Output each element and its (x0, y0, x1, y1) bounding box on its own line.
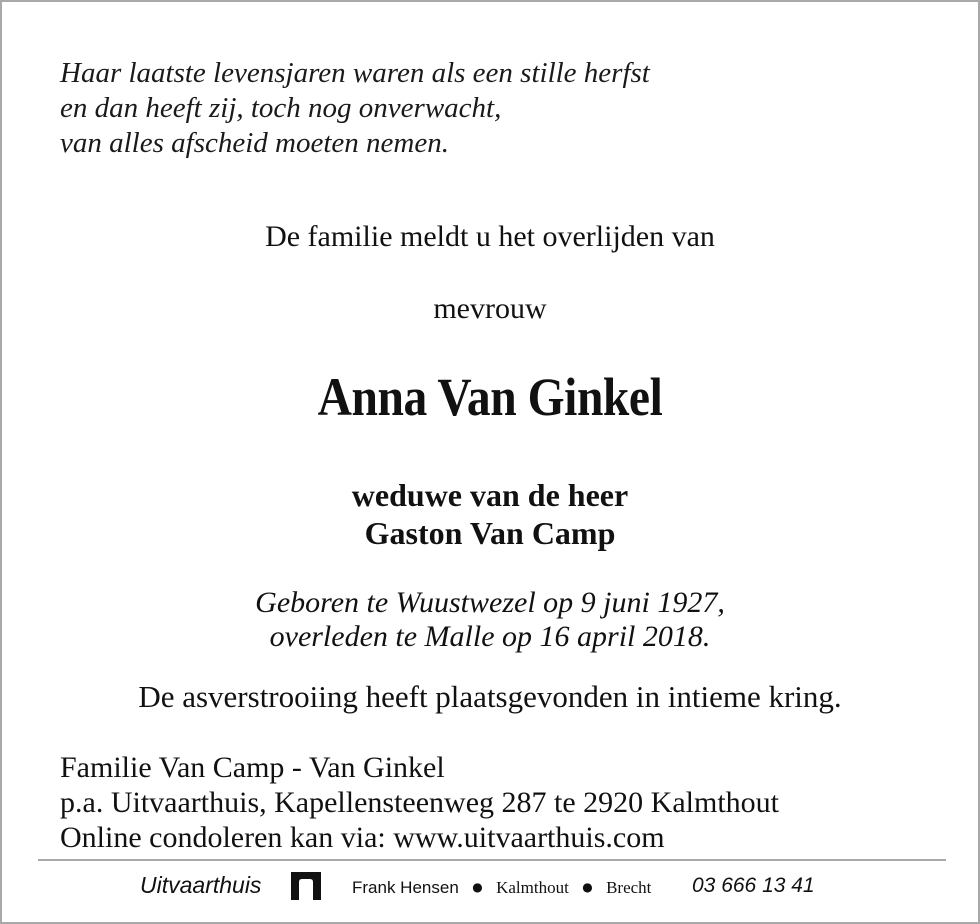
separator-dot-icon: ● (582, 880, 593, 894)
family-name: Familie Van Camp - Van Ginkel (60, 751, 445, 784)
death-line: overleden te Malle op 16 april 2018. (269, 620, 711, 653)
family-block (60, 750, 779, 855)
separator-dot-icon: ● (472, 880, 483, 894)
location-brecht: Brecht (606, 878, 652, 897)
phone-number: 03 666 13 41 (692, 874, 815, 897)
footer-divider (38, 859, 946, 861)
widow-block (2, 476, 978, 552)
family-address: p.a. Uitvaarthuis, Kapellensteenweg 287 te 2920 Kalmthout (60, 786, 779, 819)
deceased-name: Anna Van Ginkel (317, 367, 663, 427)
brand-name: Uitvaarthuis (140, 872, 262, 898)
widow-line-1: weduwe van de heer (351, 477, 629, 513)
director-name: Frank Hensen (352, 878, 459, 897)
poem-line-3: van alles afscheid moeten nemen. (60, 127, 449, 159)
footer (2, 870, 978, 906)
ceremony-text: De asverstrooiing heeft plaatsgevonden in intieme kring. (138, 679, 842, 714)
honorific: mevrouw (433, 292, 547, 325)
birth-line: Geboren te Wuustwezel op 9 juni 1927, (255, 586, 725, 619)
spouse-name: Gaston Van Camp (364, 515, 616, 551)
arch-logo-icon (291, 872, 321, 900)
poem-line-2: en dan heeft zij, toch nog onverwacht, (60, 92, 502, 124)
poem (60, 56, 650, 161)
announcement-text: De familie meldt u het overlijden van (265, 220, 715, 253)
poem-line-1: Haar laatste levensjaren waren als een stille herfst (60, 57, 650, 89)
dates-block (2, 586, 978, 654)
contact-line (352, 878, 651, 898)
online-condolence: Online condoleren kan via: www.uitvaarthuis.com (60, 821, 665, 854)
location-kalmthout: Kalmthout (496, 878, 569, 897)
